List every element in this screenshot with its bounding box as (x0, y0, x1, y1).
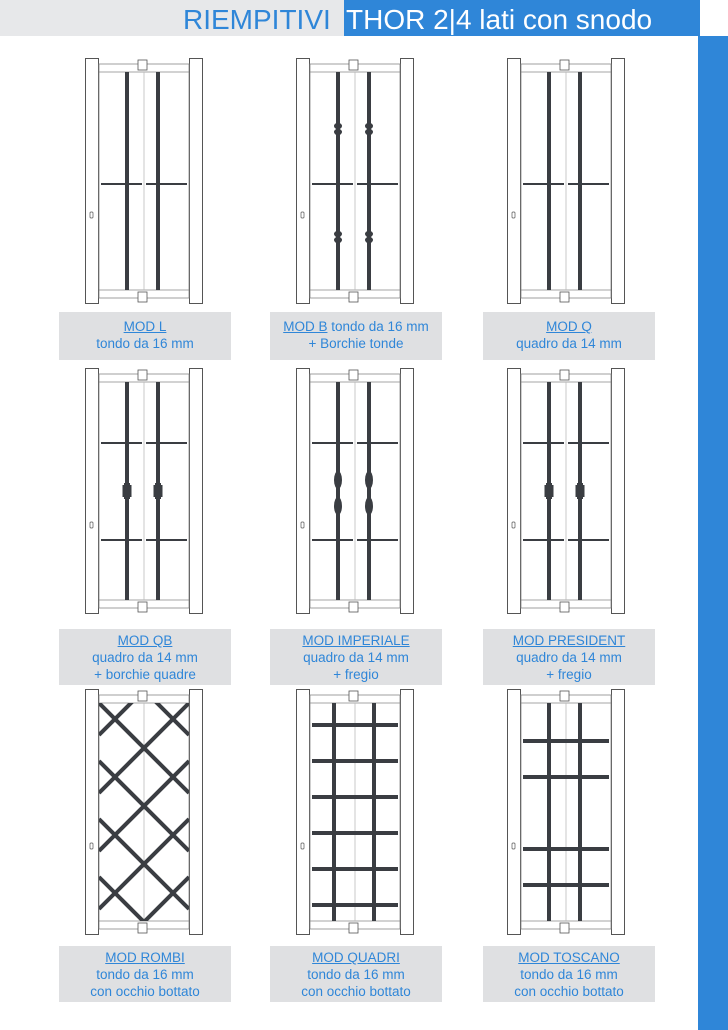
caption-mod-l (59, 312, 231, 360)
horizontal-bar (523, 739, 609, 743)
vertical-bar (336, 72, 340, 290)
lock-icon (512, 522, 515, 528)
title-part-1: RIEMPITIVI (183, 4, 331, 35)
model-extra: + borchie quadre (94, 667, 196, 682)
horizontal-bar (523, 183, 564, 185)
horizontal-bar (101, 442, 142, 444)
horizontal-bar (312, 795, 398, 799)
vertical-bar (332, 703, 336, 921)
model-name: MOD L (123, 319, 167, 334)
caption-mod-imperiale (270, 629, 442, 685)
model-name: MOD Q (546, 319, 592, 334)
hinge-top (349, 691, 358, 701)
model-extra: con occhio bottato (301, 984, 411, 999)
horizontal-bar (312, 183, 353, 185)
frame-post-right (612, 690, 625, 935)
model-name: MOD PRESIDENT (512, 633, 626, 648)
stud-icon (365, 231, 373, 237)
lock-icon (90, 522, 93, 528)
vertical-bar (547, 72, 551, 290)
model-spec: tondo da 16 mm (96, 336, 194, 351)
horizontal-bar (523, 775, 609, 779)
hinge-top (138, 60, 147, 70)
grille-mod-president (507, 368, 625, 614)
model-spec: tondo da 16 mm (327, 319, 429, 334)
frame-post-right (190, 369, 203, 614)
horizontal-bar (312, 723, 398, 727)
caption-mod-rombi (59, 946, 231, 1002)
horizontal-bar (357, 442, 398, 444)
model-extra: con occhio bottato (514, 984, 624, 999)
ornament-icon (365, 497, 373, 515)
hinge-top (560, 60, 569, 70)
side-accent-bar (698, 36, 728, 1030)
model-spec: tondo da 16 mm (96, 967, 194, 982)
model-spec: tondo da 16 mm (307, 967, 405, 982)
caption-mod-q (483, 312, 655, 360)
horizontal-bar (568, 442, 609, 444)
vertical-bar (372, 703, 376, 921)
horizontal-bar (357, 539, 398, 541)
caption-mod-president (483, 629, 655, 685)
vertical-bar (156, 72, 160, 290)
caption-mod-b (270, 312, 442, 360)
vertical-bar (578, 72, 582, 290)
horizontal-bar (312, 903, 398, 907)
model-spec: quadro da 14 mm (303, 650, 409, 665)
model-extra: + fregio (333, 667, 379, 682)
horizontal-bar (357, 183, 398, 185)
model-name: MOD IMPERIALE (302, 633, 410, 648)
lock-icon (301, 212, 304, 218)
frame-post-right (612, 369, 625, 614)
horizontal-bar (568, 183, 609, 185)
hinge-top (138, 370, 147, 380)
frame-post-left (297, 690, 310, 935)
stud-icon (334, 231, 342, 237)
model-spec: tondo da 16 mm (520, 967, 618, 982)
grille-mod-toscano (507, 689, 625, 935)
vertical-bar (125, 72, 129, 290)
hinge-top (349, 60, 358, 70)
frame-post-right (401, 369, 414, 614)
caption-mod-toscano (483, 946, 655, 1002)
horizontal-bar (312, 442, 353, 444)
grille-mod-l (85, 58, 203, 304)
horizontal-bar (523, 883, 609, 887)
hinge-bottom (349, 923, 358, 933)
horizontal-bar (568, 539, 609, 541)
frame-post-right (612, 59, 625, 304)
vertical-bar (367, 72, 371, 290)
horizontal-bar (101, 183, 142, 185)
stud-icon (365, 123, 373, 129)
vertical-bar (367, 382, 371, 600)
horizontal-bar (146, 539, 187, 541)
grille-mod-imperiale (296, 368, 414, 614)
horizontal-bar (101, 539, 142, 541)
horizontal-bar (312, 759, 398, 763)
model-extra: + Borchie tonde (308, 336, 404, 351)
lock-icon (90, 212, 93, 218)
hinge-bottom (138, 292, 147, 302)
model-name: MOD TOSCANO (518, 950, 620, 965)
horizontal-bar (146, 442, 187, 444)
lock-icon (301, 522, 304, 528)
hinge-bottom (560, 292, 569, 302)
hinge-bottom (349, 292, 358, 302)
model-name: MOD ROMBI (105, 950, 185, 965)
caption-mod-quadri (270, 946, 442, 1002)
frame-post-right (401, 59, 414, 304)
model-name: MOD QB (117, 633, 173, 648)
hinge-bottom (560, 602, 569, 612)
hinge-top (560, 691, 569, 701)
model-extra: con occhio bottato (90, 984, 200, 999)
grille-mod-b (296, 58, 414, 304)
vertical-bar (578, 703, 582, 921)
grille-mod-quadri (296, 689, 414, 935)
frame-post-left (508, 690, 521, 935)
ornament-icon (365, 471, 373, 489)
ornament-icon (334, 497, 342, 515)
frame-post-right (401, 690, 414, 935)
horizontal-bar (146, 183, 187, 185)
model-spec: quadro da 14 mm (516, 650, 622, 665)
stud-icon (334, 123, 342, 129)
model-extra: + fregio (546, 667, 592, 682)
frame-post-left (86, 690, 99, 935)
caption-mod-qb (59, 629, 231, 685)
hinge-top (349, 370, 358, 380)
frame-post-left (508, 59, 521, 304)
hinge-bottom (138, 923, 147, 933)
lock-icon (90, 843, 93, 849)
vertical-bar (547, 703, 551, 921)
frame-post-left (508, 369, 521, 614)
ornament-icon (334, 471, 342, 489)
title-part-2: THOR 2|4 lati con snodo (346, 4, 653, 35)
horizontal-bar (523, 847, 609, 851)
horizontal-bar (523, 539, 564, 541)
page-title (0, 3, 700, 37)
lock-icon (301, 843, 304, 849)
horizontal-bar (312, 539, 353, 541)
model-name: MOD QUADRI (312, 950, 400, 965)
lock-icon (512, 843, 515, 849)
lock-icon (512, 212, 515, 218)
hinge-bottom (138, 602, 147, 612)
frame-post-left (297, 59, 310, 304)
model-name: MOD B (283, 319, 328, 334)
hinge-bottom (349, 602, 358, 612)
hinge-top (138, 691, 147, 701)
model-spec: quadro da 14 mm (516, 336, 622, 351)
frame-post-left (86, 59, 99, 304)
frame-post-left (86, 369, 99, 614)
grille-mod-qb (85, 368, 203, 614)
frame-post-right (190, 59, 203, 304)
vertical-bar (336, 382, 340, 600)
grille-mod-rombi (85, 689, 203, 935)
horizontal-bar (312, 831, 398, 835)
hinge-bottom (560, 923, 569, 933)
hinge-top (560, 370, 569, 380)
frame-post-right (190, 690, 203, 935)
horizontal-bar (312, 867, 398, 871)
model-spec: quadro da 14 mm (92, 650, 198, 665)
horizontal-bar (523, 442, 564, 444)
frame-post-left (297, 369, 310, 614)
grille-mod-q (507, 58, 625, 304)
